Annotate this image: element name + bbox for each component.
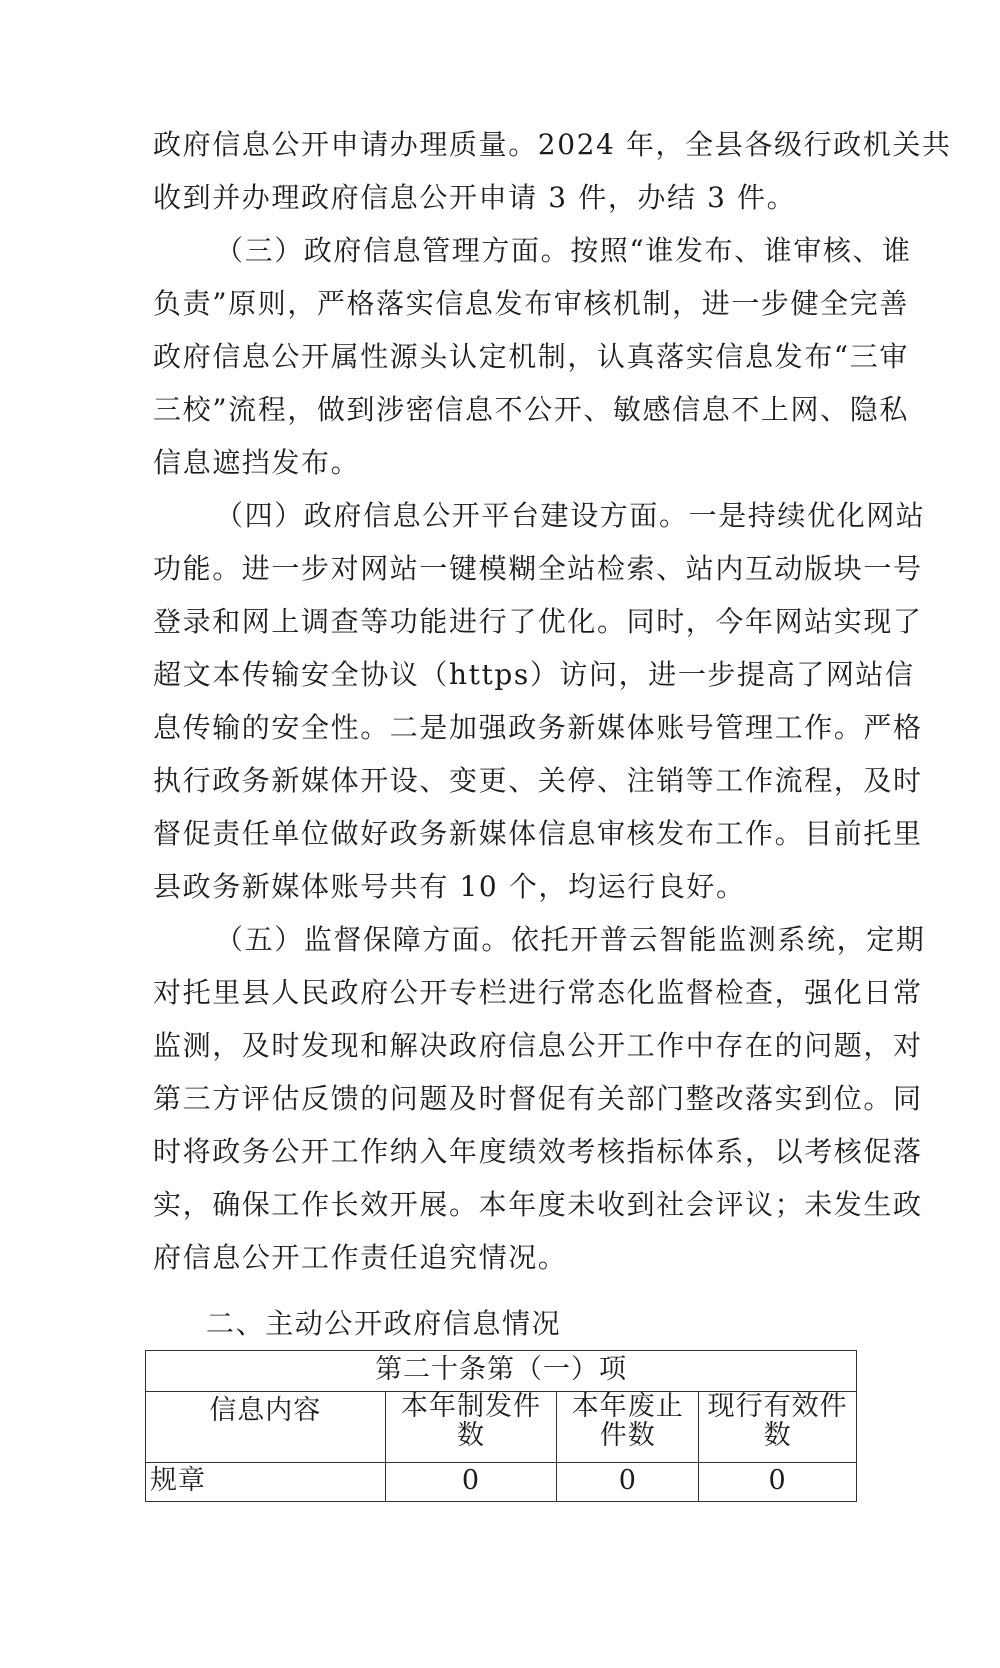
header-text: 本年制发件 (401, 1391, 542, 1422)
text-line: 实，确保工作长效开展。本年度未收到社会评议；未发生政 (153, 1188, 923, 1221)
table-header-row (146, 1392, 857, 1463)
header-text: 件数 (599, 1420, 656, 1451)
text-line: 负责”原则，严格落实信息发布审核机制，进一步健全完善 (153, 287, 909, 320)
text-line: 登录和网上调查等功能进行了优化。同时，今年网站实现了 (153, 605, 923, 638)
section-heading: 二、主动公开政府信息情况 (206, 1307, 562, 1340)
text-line: （四）政府信息公开平台建设方面。一是持续优化网站 (215, 499, 926, 532)
cell-effective: 0 (699, 1463, 857, 1502)
disclosure-table (145, 1350, 857, 1502)
cell-issued: 0 (385, 1463, 557, 1502)
text-line: 督促责任单位做好政务新媒体信息审核发布工作。目前托里 (153, 817, 923, 850)
text-line: （五）监督保障方面。依托开普云智能监测系统，定期 (215, 923, 926, 956)
header-info-content (146, 1392, 386, 1463)
table-title: 第二十条第（一）项 (146, 1351, 857, 1392)
paragraph-info-management (153, 224, 912, 489)
text-line: 政府信息公开属性源头认定机制，认真落实信息发布“三审 (153, 340, 909, 373)
text-line: 府信息公开工作责任追究情况。 (153, 1241, 568, 1274)
text-line: （三）政府信息管理方面。按照“谁发布、谁审核、谁 (215, 234, 912, 267)
text-line: 时将政务公开工作纳入年度绩效考核指标体系，以考核促落 (153, 1135, 923, 1168)
text-line: 县政务新媒体账号共有 10 个，均运行良好。 (153, 870, 746, 903)
paragraph-supervision (153, 913, 926, 1284)
text-line: 超文本传输安全协议（https）访问，进一步提高了网站信 (153, 658, 915, 691)
text-line: 功能。进一步对网站一键模糊全站检索、站内互动版块一号 (153, 552, 923, 585)
row-label: 规章 (146, 1463, 386, 1502)
text-line: 息传输的安全性。二是加强政务新媒体账号管理工作。严格 (153, 711, 923, 744)
cell-repealed: 0 (557, 1463, 699, 1502)
header-effective-count (699, 1392, 857, 1463)
header-repealed-count (557, 1392, 699, 1463)
header-text: 现行有效件 (707, 1391, 848, 1422)
text-line: 监测，及时发现和解决政府信息公开工作中存在的问题，对 (153, 1029, 923, 1062)
text-line: 第三方评估反馈的问题及时督促有关部门整改落实到位。同 (153, 1082, 923, 1115)
text-line: 对托里县人民政府公开专栏进行常态化监督检查，强化日常 (153, 976, 923, 1009)
paragraph-platform-construction (153, 489, 926, 913)
text-line: 信息遮挡发布。 (153, 446, 361, 479)
paragraph-request-quality (153, 118, 952, 224)
table-row (146, 1463, 857, 1502)
header-text: 数 (457, 1420, 486, 1451)
header-text: 本年废止 (571, 1391, 684, 1422)
table-title-row (146, 1351, 857, 1392)
header-issued-count (385, 1392, 557, 1463)
header-text: 数 (763, 1420, 792, 1451)
text-line: 三校”流程，做到涉密信息不公开、敏感信息不上网、隐私 (153, 393, 909, 426)
header-text: 信息内容 (209, 1395, 322, 1426)
text-line: 收到并办理政府信息公开申请 3 件，办结 3 件。 (153, 181, 797, 214)
text-line: 执行政务新媒体开设、变更、关停、注销等工作流程，及时 (153, 764, 923, 797)
text-line: 政府信息公开申请办理质量。2024 年，全县各级行政机关共 (153, 128, 952, 161)
